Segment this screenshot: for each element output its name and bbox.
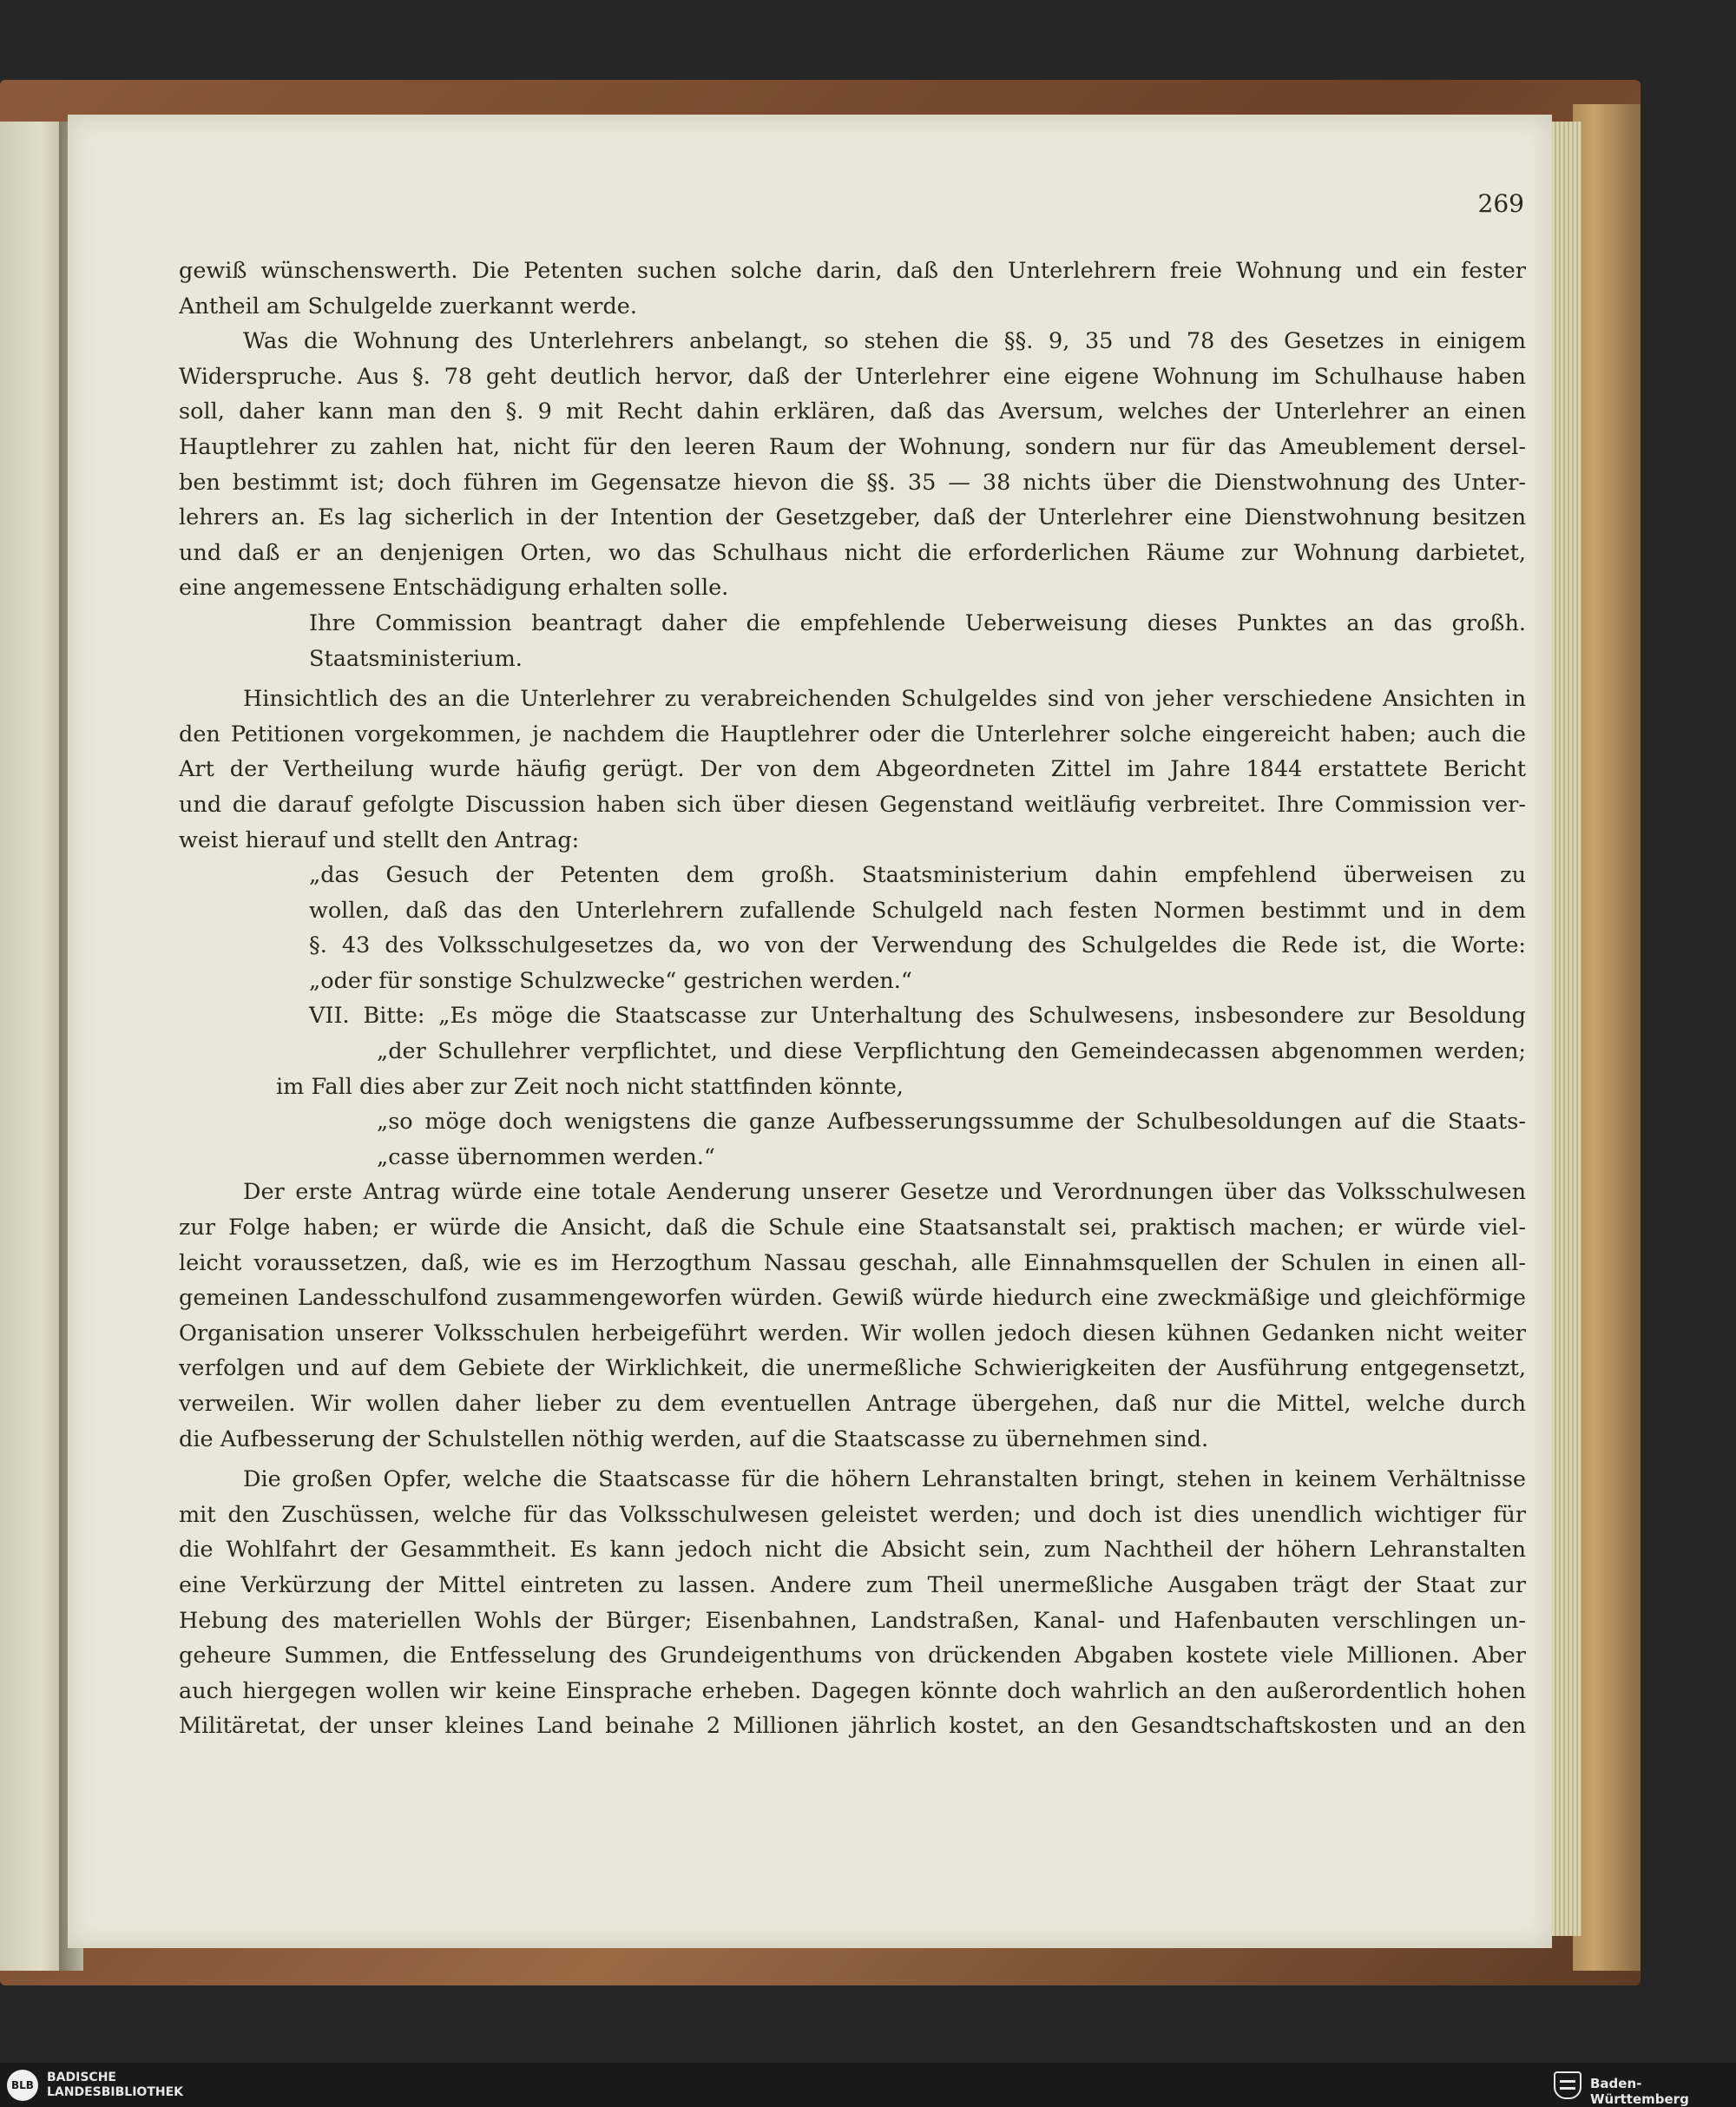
page-text — [179, 253, 1526, 1744]
text-line: und die darauf gefolgte Discussion haben sich über diesen Gegenstand weitläufig verbreitet. Ihre Commission ver- — [179, 791, 1526, 818]
text-line: gemeinen Landesschulfond zusammengeworfen würden. Gewiß würde hiedurch eine zweckmäßige und gleichförmige — [179, 1285, 1526, 1312]
text-line: Antheil am Schulgelde zuerkannt werde. — [179, 293, 637, 319]
book-page — [68, 115, 1552, 1948]
left-page-edge — [0, 122, 68, 1971]
text-line: Hebung des materiellen Wohls der Bürger; Eisenbahnen, Landstraßen, Kanal- und Hafenbauten verschlingen un- — [179, 1607, 1526, 1634]
library-name-line1: BADISCHE — [47, 2071, 116, 2084]
text-line: gewiß wünschenswerth. Die Petenten suchen solche darin, daß den Unterlehrern freie Wohnung und ein fester — [179, 258, 1526, 284]
text-line: leicht voraussetzen, daß, wie es im Herzogthum Nassau geschah, alle Einnahmsquellen der Schulen in einen all- — [179, 1249, 1526, 1276]
petition-line: „casse übernommen werden.“ — [377, 1143, 715, 1170]
text-line: zur Folge haben; er würde die Ansicht, daß die Schule eine Staatsanstalt sei, praktisch machen; er würde viel- — [179, 1215, 1526, 1241]
text-line: die Aufbesserung der Schulstellen nöthig werden, auf die Staatscasse zu übernehmen sind. — [179, 1426, 1209, 1452]
text-line: Was die Wohnung des Unterlehrers anbelangt, so stehen die §§. 9, 35 und 78 des Gesetzes in einigem — [243, 328, 1526, 355]
text-line: Militäretat, der unser kleines Land beinahe 2 Millionen jährlich kostet, an den Gesandtschaftskosten und an den — [179, 1713, 1526, 1740]
text-line: verweilen. Wir wollen daher lieber zu dem eventuellen Antrage übergehen, daß nur die Mittel, welche durch — [179, 1391, 1526, 1417]
state-name[interactable]: Baden-Württemberg — [1590, 2076, 1689, 2107]
viewer-footer — [0, 2063, 1736, 2107]
library-name[interactable] — [47, 2071, 183, 2100]
text-line: auch hiergegen wollen wir keine Einsprache erheben. Dagegen könnte doch wahrlich an den außerordentlich hohen — [179, 1677, 1526, 1704]
quote-line: §. 43 des Volksschulgesetzes da, wo von der Verwendung des Schulgeldes die Rede ist, die Worte: — [309, 932, 1526, 959]
text-line: ben bestimmt ist; doch führen im Gegensatze hievon die §§. 35 — 38 nichts über die Dienstwohnung des Unter- — [179, 469, 1526, 496]
quote-line: „oder für sonstige Schulzwecke“ gestrichen werden.“ — [309, 967, 912, 994]
text-line: Art der Vertheilung wurde häufig gerügt. Der von dem Abgeordneten Zittel im Jahre 1844 erstattete Bericht — [179, 756, 1526, 783]
text-line: Organisation unserer Volksschulen herbeigeführt werden. Wir wollen jedoch diesen kühnen Gedanken nicht weiter — [179, 1320, 1526, 1347]
library-name-line2: LANDESBIBLIOTHEK — [47, 2085, 184, 2099]
text-line: Widerspruche. Aus §. 78 geht deutlich hervor, daß der Unterlehrer eine eigene Wohnung im Schulhause haben — [179, 363, 1526, 390]
text-line: Hinsichtlich des an die Unterlehrer zu verabreichenden Schulgeldes sind von jeher verschiedene Ansichten in — [243, 686, 1526, 713]
text-line: soll, daher kann man den §. 9 mit Recht dahin erklären, daß das Aversum, welches der Unterlehrer an einen — [179, 398, 1526, 425]
text-line: Staatsministerium. — [309, 645, 523, 672]
text-line: eine Verkürzung der Mittel eintreten zu lassen. Andere zum Theil unermeßliche Ausgaben trägt der Staat zur — [179, 1571, 1526, 1598]
text-line: Der erste Antrag würde eine totale Aenderung unserer Gesetze und Verordnungen über das Volksschulwesen — [243, 1179, 1526, 1206]
text-line: und daß er an denjenigen Orten, wo das Schulhaus nicht die erforderlichen Räume zur Wohnung darbietet, — [179, 539, 1526, 566]
petition-line: „der Schullehrer verpflichtet, und diese Verpflichtung den Gemeindecassen abgenommen werden; — [377, 1038, 1526, 1065]
text-line: den Petitionen vorgekommen, je nachdem die Hauptlehrer oder die Unterlehrer solche eingereicht haben; auch die — [179, 721, 1526, 747]
quote-line: wollen, daß das den Unterlehrern zufallende Schulgeld nach festen Normen bestimmt und in dem — [309, 897, 1526, 924]
text-line: verfolgen und auf dem Gebiete der Wirklichkeit, die unermeßliche Schwierigkeiten der Ausführung entgegensetzt, — [179, 1355, 1526, 1382]
text-line: geheure Summen, die Entfesselung des Grundeigenthums von drückenden Abgaben kostete viele Millionen. Aber — [179, 1643, 1526, 1669]
text-line: weist hierauf und stellt den Antrag: — [179, 826, 580, 853]
text-line: lehrers an. Es lag sicherlich in der Intention der Gesetzgeber, daß der Unterlehrer eine Dienstwohnung besitzen — [179, 504, 1526, 531]
petition-line: „so möge doch wenigstens die ganze Aufbesserungssumme der Schulbesoldungen auf die Staats- — [377, 1109, 1526, 1136]
page-number: 269 — [1477, 189, 1524, 218]
blb-logo-icon[interactable]: BLB — [7, 2070, 38, 2101]
baden-wuerttemberg-crest-icon[interactable] — [1554, 2071, 1581, 2099]
text-line: eine angemessene Entschädigung erhalten solle. — [179, 575, 729, 602]
text-line: Die großen Opfer, welche die Staatscasse für die höhern Lehranstalten bringt, stehen in keinem Verhältnisse — [243, 1466, 1526, 1493]
petition-line: im Fall dies aber zur Zeit noch nicht stattfinden könnte, — [276, 1073, 904, 1100]
text-line: Ihre Commission beantragt daher die empfehlende Ueberweisung dieses Punktes an das großh. — [309, 609, 1526, 636]
petition-line: VII. Bitte: „Es möge die Staatscasse zur Unterhaltung des Schulwesens, insbesondere zur Besoldung — [309, 1003, 1526, 1030]
quote-line: „das Gesuch der Petenten dem großh. Staatsministerium dahin empfehlend überweisen zu — [309, 862, 1526, 889]
text-line: mit den Zuschüssen, welche für das Volksschulwesen geleistet werden; und doch ist dies unendlich wichtiger für — [179, 1501, 1526, 1528]
text-line: die Wohlfahrt der Gesammtheit. Es kann jedoch nicht die Absicht sein, zum Nachtheil der höhern Lehranstalten — [179, 1537, 1526, 1564]
cover-edge — [1573, 104, 1641, 1971]
text-line: Hauptlehrer zu zahlen hat, nicht für den leeren Raum der Wohnung, sondern nur für das Ameublement dersel- — [179, 433, 1526, 460]
